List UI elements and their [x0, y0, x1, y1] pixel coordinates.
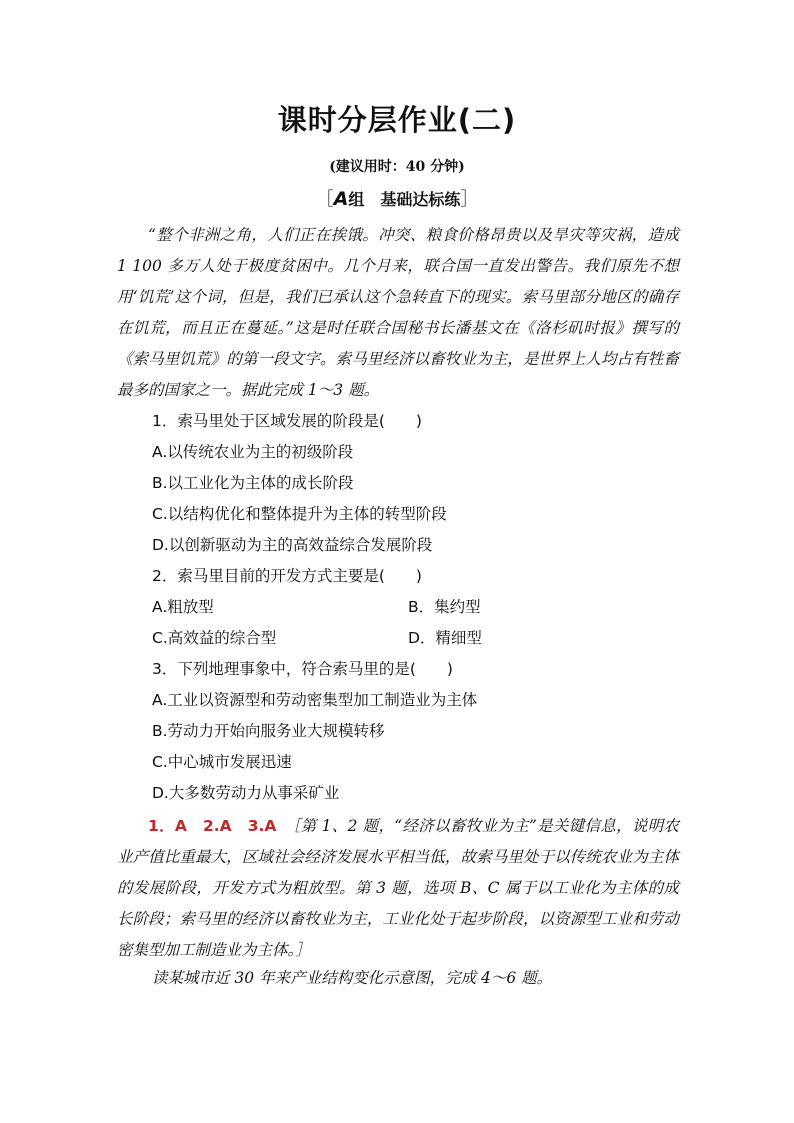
question-2-option-b: B．集约型: [408, 598, 481, 616]
question-1-option-a: A.以传统农业为主的初级阶段: [152, 443, 354, 461]
question-2-stem: 2．索马里目前的开发方式主要是( ): [152, 567, 422, 585]
answer-text: ［第 1、2 题，“经济以畜牧业为主”是关键信息，说明农业产值比重最大，区域社会经济发展水平相当低，故索马里处于以传统农业为主体的发展阶段，开发方式为粗放型。第 3 题，选项 B、C 属于以工业化为主体的成长阶段；索马里的经济以畜牧业为主，工业化处于起步阶段，以资源型工业和劳动密集型加工制造业为主体。］: [117, 817, 679, 959]
question-1-stem: 1．索马里处于区域发展的阶段是( ): [152, 412, 422, 430]
question-3-option-d: D.大多数劳动力从事采矿业: [152, 784, 340, 802]
question-3-option-c: C.中心城市发展迅速: [152, 753, 292, 771]
group-letter: A: [333, 188, 349, 210]
question-2-option-d: D．精细型: [408, 629, 482, 647]
answer-keys: 1．A 2.A 3.A: [148, 817, 277, 835]
question-1-option-c: C.以结构优化和整体提升为主体的转型阶段: [152, 505, 447, 523]
group-heading: [0, 185, 794, 211]
question-3-stem: 3．下列地理事象中，符合索马里的是( ): [152, 660, 453, 678]
time-note: (建议用时：40 分钟): [329, 159, 465, 175]
next-questions-lead: 读某城市近 30 年来产业结构变化示意图，完成 4～6 题。: [152, 969, 553, 987]
group-label: 组 基础达标练: [348, 190, 461, 209]
question-3-option-a: A.工业以资源型和劳动密集型加工制造业为主体: [152, 691, 478, 709]
question-1-option-d: D.以创新驱动为主的高效益综合发展阶段: [152, 536, 433, 554]
question-3-option-b: B.劳动力开始向服务业大规模转移: [152, 722, 385, 740]
group-bracket-open: ［: [315, 189, 334, 210]
question-2-option-a: A.粗放型: [152, 598, 214, 616]
page-title: 课时分层作业(二): [277, 103, 517, 137]
question-2-option-c: C.高效益的综合型: [152, 629, 277, 647]
question-1-option-b: B.以工业化为主体的成长阶段: [152, 474, 354, 492]
reading-passage: “整个非洲之角，人们正在挨饿。冲突、粮食价格昂贵以及旱灾等灾祸，造成 1 100 多万人处于极度贫困中。几个月来，联合国一直发出警告。我们原先不想用‘饥荒’这个词，但是，我们已承认这个急转直下的现实。索马里部分地区的确存在饥荒，而且正在蔓延。”这是时任联合国秘书长潘基文在《洛杉矶时报》撰写的《索马里饥荒》的第一段文字。索马里经济以畜牧业为主，是世界上人均占有牲畜最多的国家之一。据此完成 1～3 题。: [117, 226, 679, 399]
answer-explanation: [117, 811, 679, 966]
group-bracket-close: ］: [460, 189, 479, 210]
